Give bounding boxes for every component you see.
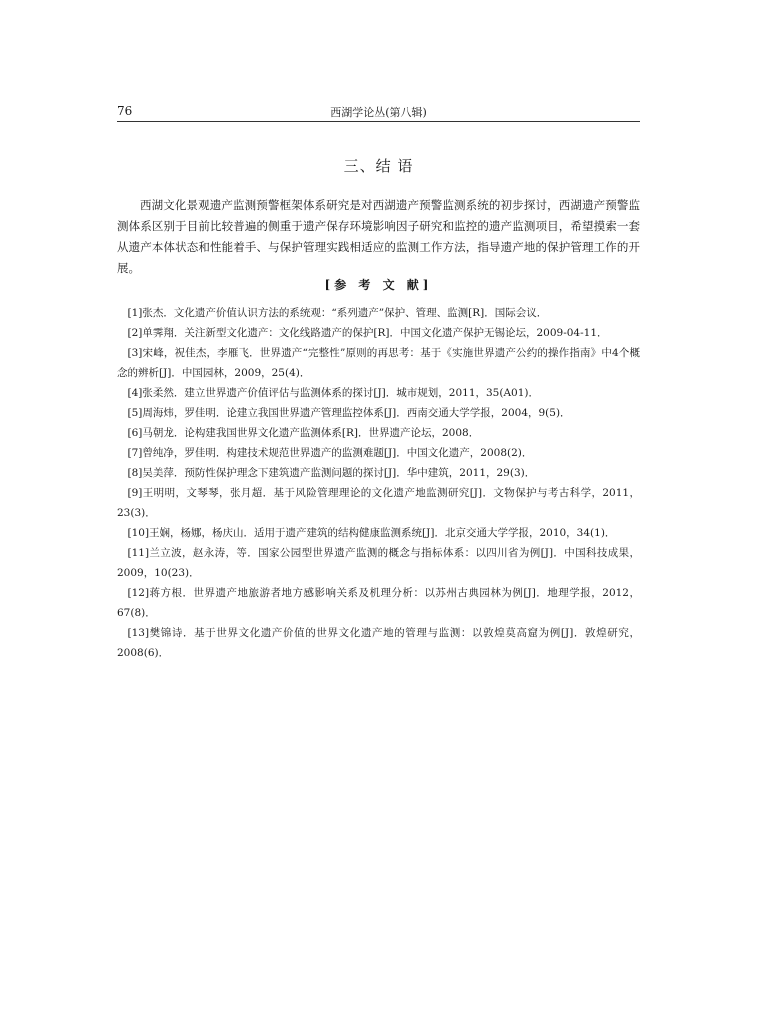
section-title: 三、结 语 [343, 157, 414, 175]
reference-item: [11]兰立波，赵永涛，等．国家公园型世界遗产监测的概念与指标体系：以四川省为例[J]．中国科技成果，2009，10(23)． [117, 547, 640, 579]
reference-item: [13]樊锦诗．基于世界文化遗产价值的世界文化遗产地的管理与监测：以敦煌莫高窟为例[J]．敦煌研究，2008(6)． [117, 627, 640, 659]
reference-item: [1]张杰．文化遗产价值认识方法的系统观：“系列遗产”保护、管理、监测[R]．国际会议． [127, 307, 548, 319]
running-title: 西湖学论丛(第八辑) [330, 106, 427, 119]
page-header [117, 102, 640, 122]
reference-item: [7]曾纯净，罗佳明．构建技术规范世界遗产的监测难题[J]．中国文化遗产，2008(2)． [127, 447, 533, 459]
conclusion-paragraph: 西湖文化景观遗产监测预警框架体系研究是对西湖遗产预警监测系统的初步探讨，西湖遗产预警监测体系区别于目前比较普遍的侧重于遗产保存环境影响因子研究和监控的遗产监测项目，希望摸索一套从遗产本体状态和性能着手、与保护管理实践相适应的监测工作方法，指导遗产地的保护管理工作的开展。 [117, 198, 640, 275]
reference-item: [9]王明明，文琴琴，张月超．基于风险管理理论的文化遗产地监测研究[J]．文物保护与考古科学，2011，23(3)． [117, 487, 640, 519]
reference-item: [6]马朝龙．论构建我国世界文化遗产监测体系[R]．世界遗产论坛，2008． [127, 427, 480, 439]
header-rule [117, 121, 640, 122]
references-heading: [参 考 文 献] [324, 278, 433, 292]
reference-item: [8]吴美萍．预防性保护理念下建筑遗产监测问题的探讨[J]．华中建筑，2011，29(3)． [127, 467, 536, 479]
reference-item: [10]王娴，杨娜，杨庆山．适用于遗产建筑的结构健康监测系统[J]．北京交通大学学报，2010，34(1)． [127, 527, 616, 539]
reference-item: [3]宋峰，祝佳杰，李雁飞．世界遗产“完整性”原则的再思考：基于《实施世界遗产公约的操作指南》中4个概念的辨析[J]．中国园林，2009，25(4)． [117, 347, 640, 379]
reference-list [117, 303, 640, 663]
reference-item: [5]周海炜，罗佳明．论建立我国世界遗产管理监控体系[J]．西南交通大学学报，2004，9(5)． [127, 407, 571, 419]
reference-item: [4]张柔然．建立世界遗产价值评估与监测体系的探讨[J]．城市规划，2011，35(A01)． [127, 387, 539, 399]
page-number: 76 [117, 104, 133, 118]
reference-item: [12]蒋方根．世界遗产地旅游者地方感影响关系及机理分析：以苏州古典园林为例[J]．地理学报，2012，67(8)． [117, 587, 640, 619]
reference-item: [2]单霁翔．关注新型文化遗产：文化线路遗产的保护[R]．中国文化遗产保护无锡论坛，2009-04-11． [127, 327, 608, 339]
